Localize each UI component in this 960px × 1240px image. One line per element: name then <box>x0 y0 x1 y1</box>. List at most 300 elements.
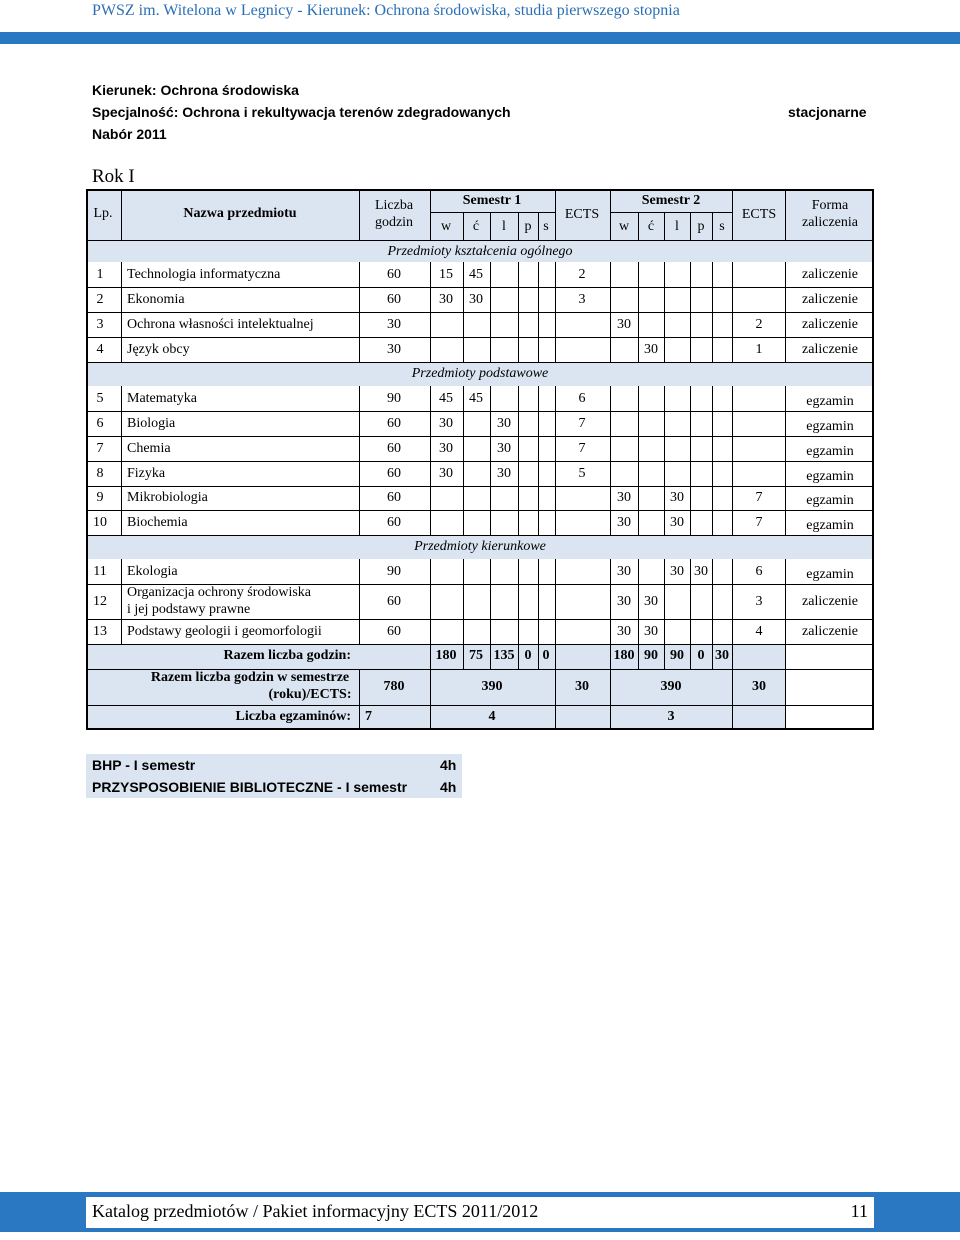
grid-line <box>712 212 713 240</box>
row-hours: 60 <box>387 490 401 505</box>
sem1-value: 45 <box>469 391 483 406</box>
grid-line <box>121 584 122 619</box>
grid-line <box>610 287 611 312</box>
grid-line <box>518 644 519 669</box>
exam-count-s2: 3 <box>667 709 675 724</box>
row-subject: Biologia <box>127 416 176 431</box>
grid-line <box>555 411 556 436</box>
page-number: 11 <box>850 1201 868 1221</box>
grid-line <box>359 559 360 584</box>
grid-line <box>732 510 733 535</box>
semester-2-ects: 30 <box>752 679 766 694</box>
grid-line <box>555 436 556 461</box>
grid-line <box>732 644 733 669</box>
grid-line <box>359 486 360 510</box>
grid-line <box>690 287 691 312</box>
grid-line <box>359 436 360 461</box>
grid-line <box>690 461 691 486</box>
grid-line <box>359 705 360 730</box>
grid-line <box>555 669 556 705</box>
grid-line <box>610 411 611 436</box>
sem2-subheader: ć <box>647 219 655 234</box>
sem1-value: 30 <box>497 416 511 431</box>
grid-line <box>121 189 122 240</box>
row-hours: 60 <box>387 292 401 307</box>
grid-line <box>785 337 786 362</box>
grid-line <box>359 189 360 240</box>
sem2-value: 30 <box>617 594 631 609</box>
grid-line <box>610 312 611 337</box>
grid-line <box>86 535 874 536</box>
row-form: egzamin <box>806 394 854 409</box>
grid-line <box>732 337 733 362</box>
grid-line <box>664 584 665 619</box>
grid-line <box>430 486 431 510</box>
semester-2-header: Semestr 2 <box>641 193 701 208</box>
total-s1: 135 <box>493 648 515 663</box>
grid-line <box>359 619 360 644</box>
grid-line <box>664 337 665 362</box>
grid-line <box>430 411 431 436</box>
grid-line <box>664 287 665 312</box>
grid-line <box>359 337 360 362</box>
grid-line <box>712 337 713 362</box>
grid-line <box>430 559 431 584</box>
sem1-ects: 7 <box>578 441 586 456</box>
row-hours: 90 <box>387 564 401 579</box>
row-lp: 4 <box>96 342 104 357</box>
grid-line <box>785 669 786 705</box>
grid-line <box>712 510 713 535</box>
row-hours: 60 <box>387 515 401 530</box>
grid-line <box>490 486 491 510</box>
grid-line <box>538 486 539 510</box>
grid-line <box>121 510 122 535</box>
grid-line <box>785 189 786 240</box>
grid-line <box>430 312 431 337</box>
row-lp: 13 <box>93 624 107 639</box>
grid-line <box>785 619 786 644</box>
grid-line <box>430 212 555 213</box>
grid-line <box>610 669 611 705</box>
total-s1: 75 <box>469 648 483 663</box>
sem1-value: 15 <box>439 267 453 282</box>
row-form: zaliczenie <box>802 594 858 609</box>
total-s1: 0 <box>542 648 550 663</box>
row-form: egzamin <box>806 469 854 484</box>
sem2-value: 30 <box>617 624 631 639</box>
grid-line <box>785 461 786 486</box>
grid-line <box>430 436 431 461</box>
grid-line <box>785 287 786 312</box>
table-border-top <box>86 189 874 191</box>
row-form: egzamin <box>806 518 854 533</box>
grid-line <box>518 312 519 337</box>
grid-line <box>463 287 464 312</box>
grid-line <box>610 436 611 461</box>
row-line <box>86 436 874 437</box>
semester-total-value: 780 <box>383 679 405 694</box>
row-form: egzamin <box>806 444 854 459</box>
sem1-ects: 3 <box>578 292 586 307</box>
grid-line <box>732 287 733 312</box>
row-line <box>86 411 874 412</box>
sem1-ects: 6 <box>578 391 586 406</box>
grid-line <box>664 644 665 669</box>
grid-line <box>785 584 786 619</box>
grid-line <box>490 461 491 486</box>
grid-line <box>538 510 539 535</box>
row-hours: 90 <box>387 391 401 406</box>
sem1-value: 30 <box>439 292 453 307</box>
grid-line <box>690 559 691 584</box>
grid-line <box>430 461 431 486</box>
grid-line <box>121 461 122 486</box>
sem2-subheader: s <box>719 219 725 234</box>
row-subject: Ekologia <box>127 564 178 579</box>
group-basic: Przedmioty podstawowe <box>411 366 549 381</box>
year-title: Rok I <box>92 166 135 187</box>
grid-line <box>121 312 122 337</box>
grid-line <box>490 559 491 584</box>
lp-header: Lp. <box>93 206 113 221</box>
row-lp: 10 <box>93 515 107 530</box>
grid-line <box>638 510 639 535</box>
grid-line <box>712 619 713 644</box>
sem1-ects: 5 <box>578 466 586 481</box>
grid-line <box>638 461 639 486</box>
grid-line <box>785 510 786 535</box>
sem2-ects: 7 <box>755 490 763 505</box>
grid-line <box>430 644 431 669</box>
totals-blank-bg <box>785 644 874 730</box>
total-s1: 180 <box>435 648 457 663</box>
row-line <box>86 510 874 511</box>
grid-line <box>712 262 713 287</box>
sem2-ects: 4 <box>755 624 763 639</box>
grid-line <box>638 619 639 644</box>
row-form: egzamin <box>806 419 854 434</box>
semester-1-header: Semestr 1 <box>462 193 522 208</box>
grid-line <box>664 386 665 411</box>
sem2-value: 30 <box>617 490 631 505</box>
grid-line <box>712 461 713 486</box>
grid-line <box>490 212 491 240</box>
grid-line <box>638 312 639 337</box>
semester-2-hours: 390 <box>660 679 682 694</box>
grid-line <box>638 262 639 287</box>
grid-line <box>463 386 464 411</box>
sem1-value: 30 <box>439 441 453 456</box>
group-major: Przedmioty kierunkowe <box>414 539 546 554</box>
form-header-2: zaliczenia <box>802 215 858 230</box>
grid-line <box>490 436 491 461</box>
row-lp: 3 <box>96 317 104 332</box>
row-hours: 60 <box>387 466 401 481</box>
grid-line <box>664 486 665 510</box>
grid-line <box>690 436 691 461</box>
grid-line <box>121 386 122 411</box>
page-header-link[interactable]: PWSZ im. Witelona w Legnicy - Kierunek: Ochrona środowiska, studia pierwszego stopnia <box>92 2 680 19</box>
row-line <box>86 644 874 645</box>
grid-line <box>785 436 786 461</box>
grid-line <box>610 337 611 362</box>
grid-line <box>518 559 519 584</box>
row-line <box>86 287 874 288</box>
semester-total-label: Razem liczba godzin w semestrze <box>150 670 350 685</box>
row-lp: 2 <box>96 292 104 307</box>
row-line <box>86 619 874 620</box>
grid-line <box>732 312 733 337</box>
grid-line <box>518 411 519 436</box>
grid-line <box>430 619 431 644</box>
grid-line <box>86 705 874 706</box>
row-lp: 7 <box>96 441 104 456</box>
grid-line <box>359 584 360 619</box>
sem2-subheader: w <box>618 219 630 234</box>
grid-line <box>712 411 713 436</box>
grid-line <box>690 510 691 535</box>
grid-line <box>430 386 431 411</box>
grid-line <box>664 559 665 584</box>
grid-line <box>690 212 691 240</box>
grid-line <box>785 386 786 411</box>
grid-line <box>555 559 556 584</box>
grid-line <box>712 287 713 312</box>
hours-header-2: godzin <box>374 215 414 230</box>
grid-line <box>359 262 360 287</box>
grid-line <box>785 559 786 584</box>
grid-line <box>463 461 464 486</box>
grid-line <box>463 510 464 535</box>
sem1-value: 30 <box>469 292 483 307</box>
grid-line <box>518 510 519 535</box>
row-subject: Mikrobiologia <box>127 490 208 505</box>
grid-line <box>785 644 786 669</box>
row-lp: 1 <box>96 267 104 282</box>
grid-line <box>555 510 556 535</box>
grid-line <box>690 486 691 510</box>
sem1-value: 45 <box>439 391 453 406</box>
grid-line <box>638 436 639 461</box>
grid-line <box>785 262 786 287</box>
grid-line <box>538 337 539 362</box>
grid-line <box>538 411 539 436</box>
row-lp: 9 <box>96 490 104 505</box>
grid-line <box>785 486 786 510</box>
row-line <box>86 312 874 313</box>
grid-line <box>712 312 713 337</box>
grid-line <box>555 461 556 486</box>
grid-line <box>86 240 874 241</box>
grid-line <box>359 669 360 705</box>
grid-line <box>690 619 691 644</box>
group-general: Przedmioty kształcenia ogólnego <box>387 244 573 259</box>
grid-line <box>490 644 491 669</box>
grid-line <box>732 619 733 644</box>
grid-line <box>518 436 519 461</box>
sem2-value: 30 <box>670 490 684 505</box>
row-subject: Biochemia <box>127 515 188 530</box>
row-line <box>86 337 874 338</box>
grid-line <box>690 262 691 287</box>
grid-line <box>359 510 360 535</box>
grid-line <box>518 461 519 486</box>
grid-line <box>638 559 639 584</box>
sem1-subheader: s <box>543 219 549 234</box>
row-subject: Fizyka <box>127 466 166 481</box>
grid-line <box>785 312 786 337</box>
row-subject: Technologia informatyczna <box>127 267 281 282</box>
sem2-value: 30 <box>644 594 658 609</box>
grid-line <box>538 212 539 240</box>
grid-line <box>518 619 519 644</box>
table-border-bottom <box>86 728 874 730</box>
grid-line <box>463 212 464 240</box>
row-subject: Chemia <box>127 441 171 456</box>
grid-line <box>690 312 691 337</box>
grid-line <box>490 262 491 287</box>
header-bar <box>0 32 960 44</box>
sem1-value: 30 <box>497 466 511 481</box>
sem2-value: 30 <box>644 342 658 357</box>
grid-line <box>638 287 639 312</box>
ects-1-header: ECTS <box>564 207 600 222</box>
extra-item-value: 4h <box>440 779 457 795</box>
grid-line <box>538 461 539 486</box>
grid-line <box>732 411 733 436</box>
grid-line <box>430 262 431 287</box>
total-s2: 180 <box>613 648 635 663</box>
row-lp: 11 <box>93 564 107 579</box>
grid-line <box>538 559 539 584</box>
grid-line <box>463 262 464 287</box>
semester-1-ects: 30 <box>575 679 589 694</box>
grid-line <box>121 619 122 644</box>
row-lp: 6 <box>96 416 104 431</box>
grid-line <box>518 337 519 362</box>
grid-line <box>463 436 464 461</box>
grid-line <box>785 411 786 436</box>
sem1-value: 30 <box>497 441 511 456</box>
sem2-ects: 3 <box>755 594 763 609</box>
grid-line <box>430 705 431 730</box>
row-hours: 60 <box>387 624 401 639</box>
grid-line <box>490 510 491 535</box>
grid-line <box>610 189 611 240</box>
sem2-value: 30 <box>670 515 684 530</box>
exam-count-s1: 4 <box>488 709 496 724</box>
grid-line <box>732 584 733 619</box>
grid-line <box>664 262 665 287</box>
grid-line <box>664 461 665 486</box>
row-hours: 30 <box>387 342 401 357</box>
grid-line <box>638 584 639 619</box>
grid-line <box>664 312 665 337</box>
row-subject: Podstawy geologii i geomorfologii <box>127 624 322 639</box>
subject-name-header: Nazwa przedmiotu <box>183 206 297 221</box>
grid-line <box>785 705 786 730</box>
grid-line <box>732 262 733 287</box>
sem2-value: 30 <box>617 515 631 530</box>
sem1-ects: 2 <box>578 267 586 282</box>
row-hours: 30 <box>387 317 401 332</box>
sem1-subheader: w <box>440 219 452 234</box>
total-s2: 90 <box>670 648 684 663</box>
grid-line <box>732 189 733 240</box>
specialization: Specjalność: Ochrona i rekultywacja terenów zdegradowanych <box>92 104 511 120</box>
grid-line <box>690 644 691 669</box>
exam-count-label: Liczba egzaminów: <box>235 709 351 724</box>
grid-line <box>121 287 122 312</box>
grid-line <box>359 287 360 312</box>
total-hours-label: Razem liczba godzin: <box>223 648 351 663</box>
grid-line <box>610 212 732 213</box>
grid-line <box>664 510 665 535</box>
grid-line <box>359 312 360 337</box>
grid-line <box>518 212 519 240</box>
grid-line <box>121 436 122 461</box>
row-line <box>86 486 874 487</box>
sem1-subheader: l <box>502 219 506 234</box>
row-form: zaliczenie <box>802 267 858 282</box>
grid-line <box>463 619 464 644</box>
grid-line <box>518 584 519 619</box>
row-line <box>86 461 874 462</box>
grid-line <box>555 619 556 644</box>
exam-count-total: 7 <box>365 709 372 724</box>
grid-line <box>638 411 639 436</box>
grid-line <box>712 436 713 461</box>
grid-line <box>732 461 733 486</box>
grid-line <box>712 559 713 584</box>
grid-line <box>463 584 464 619</box>
grid-line <box>555 312 556 337</box>
grid-line <box>690 337 691 362</box>
grid-line <box>430 669 431 705</box>
table-border-left <box>86 189 88 730</box>
grid-line <box>732 436 733 461</box>
row-form: egzamin <box>806 567 854 582</box>
grid-line <box>359 386 360 411</box>
grid-line <box>538 584 539 619</box>
grid-line <box>610 705 611 730</box>
extra-item-label: BHP - I semestr <box>92 757 196 773</box>
extra-item-value: 4h <box>440 757 457 773</box>
sem1-subheader: ć <box>472 219 480 234</box>
row-subject-2: i jej podstawy prawne <box>127 602 251 617</box>
grid-line <box>555 705 556 730</box>
sem2-value: 30 <box>617 564 631 579</box>
total-s2: 0 <box>697 648 705 663</box>
sem2-ects: 6 <box>755 564 763 579</box>
grid-line <box>555 644 556 669</box>
grid-line <box>638 212 639 240</box>
row-form: zaliczenie <box>802 317 858 332</box>
grid-line <box>690 411 691 436</box>
grid-line <box>732 486 733 510</box>
row-form: zaliczenie <box>802 342 858 357</box>
grid-line <box>555 337 556 362</box>
grid-line <box>430 510 431 535</box>
row-subject: Matematyka <box>127 391 197 406</box>
grid-line <box>86 362 874 363</box>
intake-year: Nabór 2011 <box>92 126 167 142</box>
grid-line <box>463 486 464 510</box>
grid-line <box>538 386 539 411</box>
grid-line <box>555 287 556 312</box>
grid-line <box>463 411 464 436</box>
